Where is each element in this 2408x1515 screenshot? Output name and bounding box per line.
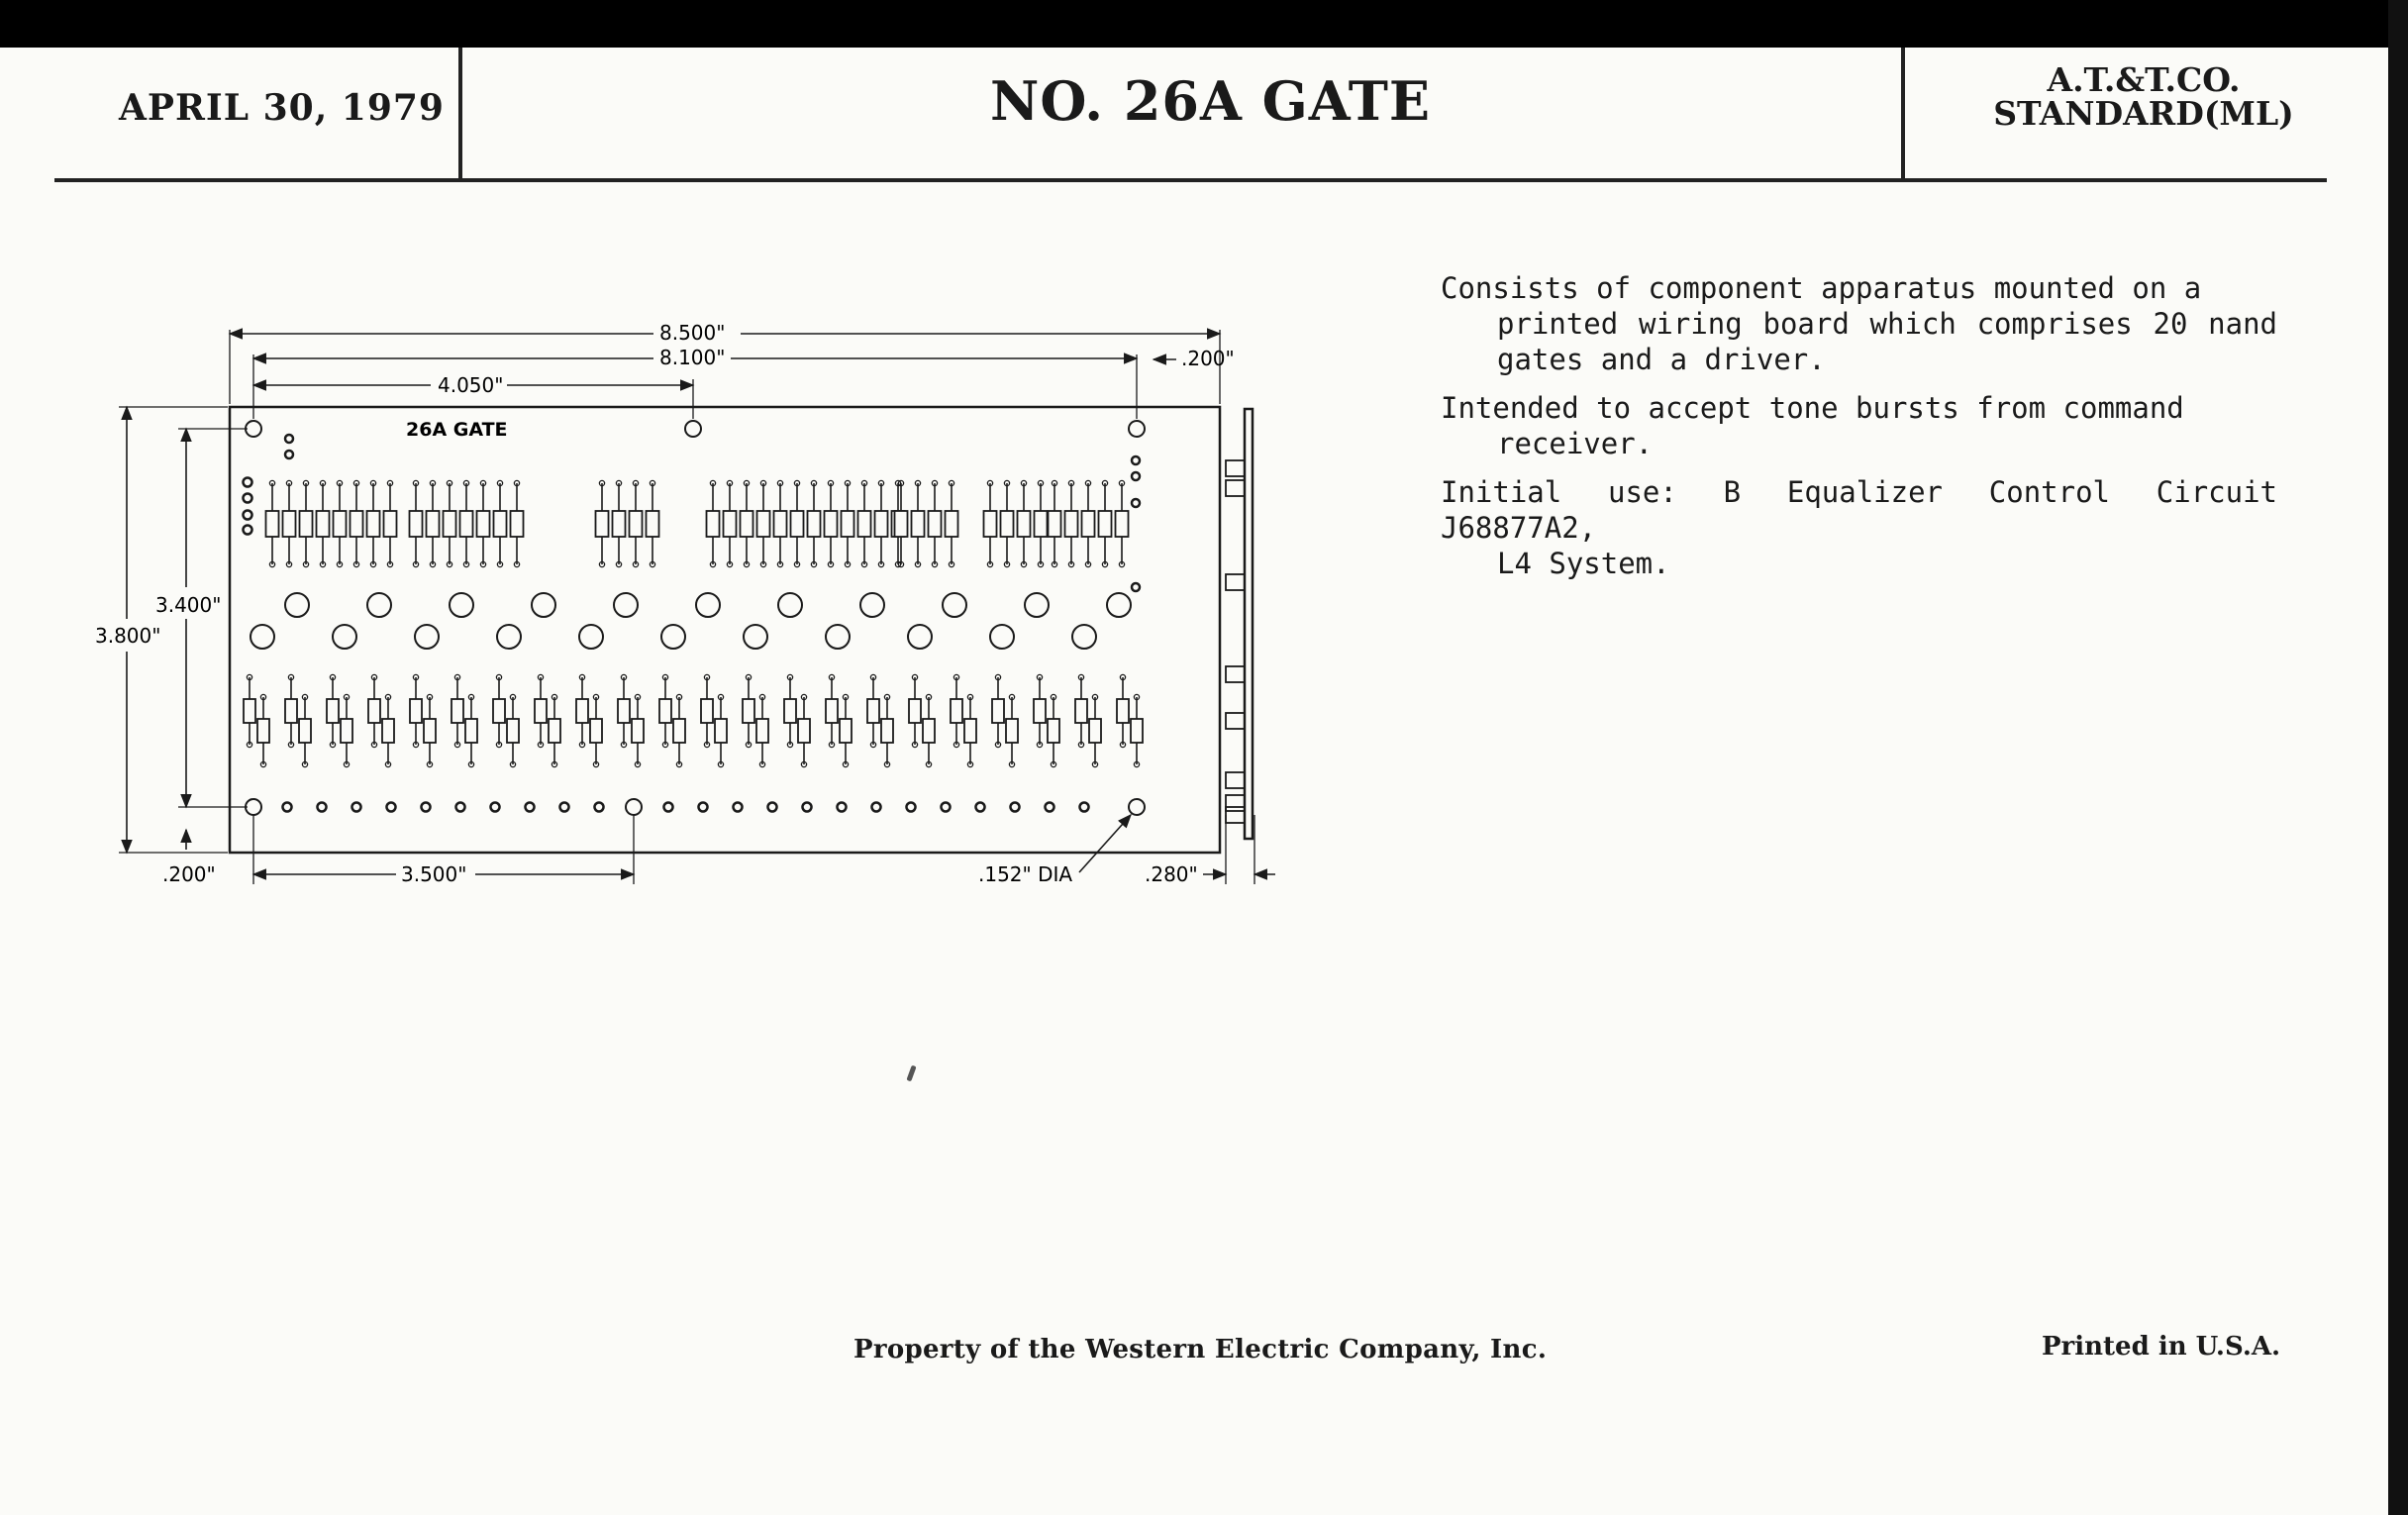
paper-speck (906, 1065, 916, 1082)
header-divider-left (458, 48, 462, 178)
edge-pad (1132, 456, 1140, 464)
description (1441, 270, 2277, 594)
header (0, 48, 2388, 182)
bottom-pad (699, 803, 708, 812)
bottom-resistor (632, 719, 644, 743)
top-resistor (351, 511, 363, 537)
edge-pad (1132, 583, 1140, 591)
board-drawing (59, 260, 1347, 904)
issue-date: APRIL 30, 1979 (119, 87, 445, 129)
description-intended: Intended to accept tone bursts from command receiver. (1441, 391, 2184, 460)
bottom-resistor (951, 699, 962, 723)
bottom-resistor (507, 719, 519, 743)
bottom-resistor (410, 699, 422, 723)
top-resistor (808, 511, 821, 537)
hole-leader (1079, 815, 1131, 872)
dim-bottom-hole: 3.500" (401, 862, 467, 886)
bottom-resistor (1131, 719, 1143, 743)
bottom-resistor (964, 719, 976, 743)
top-resistor (895, 511, 908, 537)
top-resistor (946, 511, 958, 537)
mounting-hole (626, 799, 642, 815)
hole-diameter-label: .152" DIA (978, 862, 1073, 886)
top-resistor (929, 511, 942, 537)
board-rect (230, 407, 1220, 853)
transistor (778, 593, 802, 617)
bottom-resistor (840, 719, 852, 743)
bottom-pad (352, 803, 361, 812)
description-initial-use: Initial use: B Equalizer Control Circuit J68877A2, L4 System. (1441, 475, 2277, 580)
top-resistor (757, 511, 770, 537)
top-resistor (630, 511, 643, 537)
bottom-pad (560, 803, 569, 812)
top-resistor (741, 511, 753, 537)
transistor (333, 625, 356, 649)
transistor (990, 625, 1014, 649)
top-resistor (511, 511, 524, 537)
top-resistor (367, 511, 380, 537)
side-view-part (1226, 480, 1245, 496)
dim-edge-right: .200" (1181, 347, 1235, 370)
transistor (579, 625, 603, 649)
transistor (532, 593, 555, 617)
top-resistor (266, 511, 279, 537)
side-view-part (1226, 460, 1245, 476)
bottom-pad (283, 803, 292, 812)
bottom-pad (734, 803, 743, 812)
top-resistor (875, 511, 888, 537)
bottom-resistor (493, 699, 505, 723)
standard-line-1: A.T.&T.CO. (2047, 60, 2241, 99)
side-view-part (1226, 772, 1245, 788)
top-resistor (410, 511, 423, 537)
bottom-resistor (1006, 719, 1018, 743)
top-resistor (842, 511, 854, 537)
bottom-resistor (923, 719, 935, 743)
bottom-resistor (1048, 719, 1059, 743)
side-view-part (1226, 666, 1245, 682)
bottom-resistor (1034, 699, 1046, 723)
bottom-resistor (285, 699, 297, 723)
top-resistor (1116, 511, 1129, 537)
mounting-hole (1129, 799, 1145, 815)
bottom-resistor (826, 699, 838, 723)
bottom-resistor (992, 699, 1004, 723)
top-resistor (334, 511, 347, 537)
bottom-pad (664, 803, 673, 812)
top-resistor (707, 511, 720, 537)
side-view-board (1245, 409, 1253, 839)
edge-pad (244, 526, 252, 535)
transistor (614, 593, 638, 617)
edge-pad (1132, 499, 1140, 507)
bottom-resistor (382, 719, 394, 743)
bottom-pad (1080, 803, 1089, 812)
top-resistor (613, 511, 626, 537)
transistor (696, 593, 720, 617)
printed-notice: Printed in U.S.A. (2042, 1332, 2281, 1362)
transistor (661, 625, 685, 649)
side-view-part (1226, 713, 1245, 729)
board-outline (230, 407, 1253, 853)
bottom-pad (803, 803, 812, 812)
edge-pad (244, 511, 252, 520)
mounting-hole (246, 421, 261, 437)
bottom-resistor (549, 719, 560, 743)
mounting-hole (1129, 421, 1145, 437)
bottom-resistor (798, 719, 810, 743)
top-resistor (300, 511, 313, 537)
bottom-resistor (1117, 699, 1129, 723)
bottom-resistor (1089, 719, 1101, 743)
bottom-resistor (618, 699, 630, 723)
top-resistor (1035, 511, 1048, 537)
scan-edge (2388, 0, 2408, 1515)
bottom-pad (976, 803, 985, 812)
mounting-hole (685, 421, 701, 437)
transistor (450, 593, 473, 617)
bottom-resistor (299, 719, 311, 743)
side-view-part (1226, 795, 1245, 811)
bottom-pad (456, 803, 465, 812)
transistor (251, 625, 274, 649)
bottom-pad (387, 803, 396, 812)
top-resistor (724, 511, 737, 537)
top-resistor (444, 511, 456, 537)
edge-pad (285, 435, 293, 443)
top-resistor (774, 511, 787, 537)
edge-pad (244, 478, 252, 487)
page-title: NO. 26A GATE (990, 69, 1432, 133)
transistor (860, 593, 884, 617)
top-resistor (858, 511, 871, 537)
bottom-pad (1011, 803, 1020, 812)
bottom-pad (768, 803, 777, 812)
description-consists: Consists of component apparatus mounted on a printed wiring board which comprises 20 nand gates and a driver. (1441, 271, 2277, 376)
bottom-pad (422, 803, 431, 812)
transistor (744, 625, 767, 649)
top-resistor (460, 511, 473, 537)
top-resistor (1049, 511, 1061, 537)
transistor (908, 625, 932, 649)
top-resistor (1065, 511, 1078, 537)
transistor (415, 625, 439, 649)
dim-thickness: .280" (1145, 862, 1198, 886)
top-resistor (494, 511, 507, 537)
bottom-resistor (756, 719, 768, 743)
document-sheet (0, 48, 2388, 1515)
bottom-resistor (452, 699, 463, 723)
bottom-resistor (368, 699, 380, 723)
bottom-resistor (701, 699, 713, 723)
top-resistor (647, 511, 659, 537)
bottom-resistor (424, 719, 436, 743)
bottom-resistor (867, 699, 879, 723)
bottom-resistor (244, 699, 255, 723)
dim-overall-width: 8.500" (659, 321, 726, 345)
dim-hole-span: 8.100" (659, 346, 726, 369)
top-resistor (791, 511, 804, 537)
top-resistor (984, 511, 997, 537)
bottom-resistor (659, 699, 671, 723)
edge-pad (1132, 472, 1140, 480)
bottom-resistor (784, 699, 796, 723)
bottom-resistor (341, 719, 352, 743)
transistor (1072, 625, 1096, 649)
bottom-resistor (535, 699, 547, 723)
header-rule (54, 178, 2327, 182)
top-resistor (825, 511, 838, 537)
edge-pad (244, 494, 252, 503)
edge-pad (285, 451, 293, 458)
transistor (497, 625, 521, 649)
bottom-resistor (715, 719, 727, 743)
top-resistor (317, 511, 330, 537)
bottom-resistor (257, 719, 269, 743)
top-resistor (1018, 511, 1031, 537)
header-divider-right (1901, 48, 1905, 178)
bottom-pad (491, 803, 500, 812)
top-resistor (384, 511, 397, 537)
top-resistor (477, 511, 490, 537)
bottom-resistor (743, 699, 754, 723)
bottom-resistor (465, 719, 477, 743)
bottom-resistor (909, 699, 921, 723)
top-resistor (1082, 511, 1095, 537)
top-resistor (1099, 511, 1112, 537)
bottom-pad (907, 803, 916, 812)
transistor (826, 625, 850, 649)
top-resistor (912, 511, 925, 537)
transistor (367, 593, 391, 617)
side-view-part (1226, 807, 1245, 823)
bottom-pad (872, 803, 881, 812)
standard-block (1965, 60, 2322, 133)
bottom-resistor (576, 699, 588, 723)
bottom-resistor (881, 719, 893, 743)
bottom-pad (838, 803, 847, 812)
transistor (1025, 593, 1049, 617)
dim-overall-height: 3.800" (95, 624, 161, 648)
transistor (943, 593, 966, 617)
dim-mid-hole: 4.050" (438, 373, 504, 397)
bottom-resistor (327, 699, 339, 723)
board-label: 26A GATE (406, 419, 508, 441)
bottom-resistor (673, 719, 685, 743)
top-resistor (596, 511, 609, 537)
bottom-pad (526, 803, 535, 812)
side-view-part (1226, 574, 1245, 590)
bottom-pad (595, 803, 604, 812)
top-resistor (283, 511, 296, 537)
bottom-resistor (1075, 699, 1087, 723)
top-resistor (427, 511, 440, 537)
property-notice: Property of the Western Electric Company, Inc. (853, 1335, 1548, 1364)
top-resistor (1001, 511, 1014, 537)
bottom-pad (1046, 803, 1054, 812)
bottom-pad (942, 803, 951, 812)
transistor (285, 593, 309, 617)
bottom-pad (318, 803, 327, 812)
transistor (1107, 593, 1131, 617)
bottom-resistor (590, 719, 602, 743)
board-components (244, 421, 1146, 815)
dim-edge-bottom: .200" (162, 862, 216, 886)
standard-line-2: STANDARD(ML) (1993, 94, 2294, 133)
dim-hole-height: 3.400" (155, 593, 222, 617)
mounting-hole (246, 799, 261, 815)
